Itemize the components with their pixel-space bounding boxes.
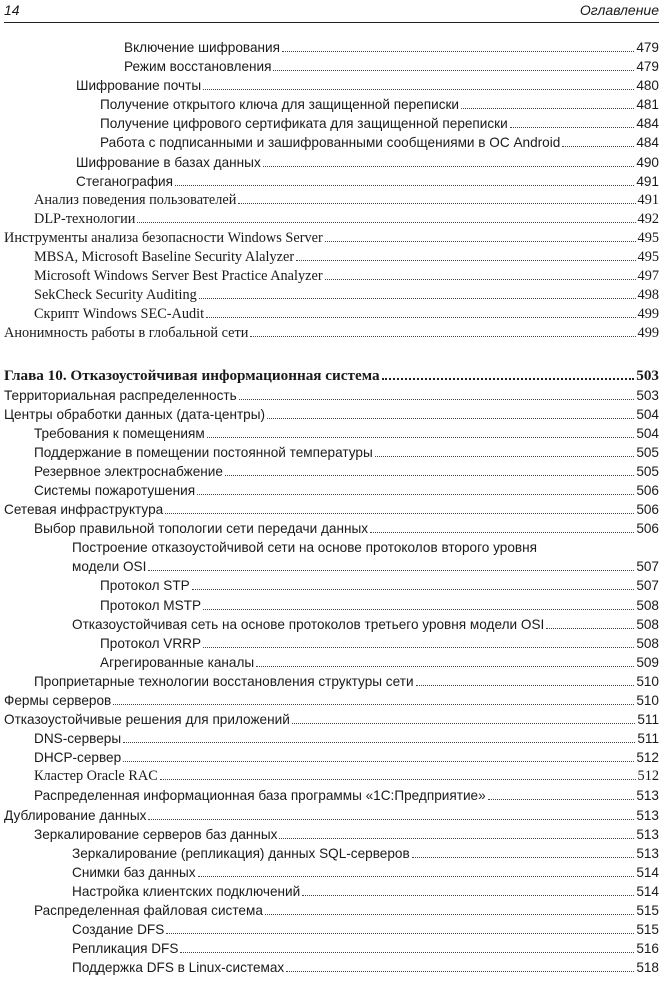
toc-entry[interactable] bbox=[4, 481, 659, 500]
toc-entry-title: Режим восстановления bbox=[124, 59, 272, 75]
toc-entry[interactable] bbox=[4, 114, 659, 133]
toc-dot-leader bbox=[205, 426, 637, 438]
toc-dot-leader bbox=[164, 922, 636, 934]
toc-entry[interactable] bbox=[4, 324, 659, 343]
toc-dot-leader bbox=[284, 960, 636, 972]
toc-entry-title: Фермы серверов bbox=[4, 693, 112, 708]
table-of-contents bbox=[4, 38, 659, 977]
toc-entry[interactable] bbox=[4, 786, 659, 805]
toc-entry-title: Получение цифрового сертификата для защищенной переписки bbox=[100, 116, 508, 132]
toc-entry-title: DNS-серверы bbox=[34, 731, 122, 747]
toc-entry[interactable] bbox=[4, 748, 659, 767]
toc-entry-title: Поддержка DFS в Linux-системах bbox=[72, 960, 285, 976]
toc-entry-page: 512 bbox=[636, 750, 659, 766]
toc-dot-leader bbox=[544, 617, 636, 629]
toc-entry-title: Отказоустойчивые решения для приложений bbox=[4, 712, 290, 728]
toc-dot-leader bbox=[178, 941, 636, 953]
toc-dot-leader bbox=[201, 78, 636, 90]
chapter-gap bbox=[4, 344, 659, 365]
toc-dot-leader bbox=[280, 40, 636, 52]
toc-entry-title: DLP-технологии bbox=[34, 210, 136, 227]
toc-entry-page: 506 bbox=[636, 502, 659, 518]
toc-dot-leader bbox=[223, 464, 636, 476]
toc-entry-page: 481 bbox=[636, 97, 659, 113]
toc-entry-page: 497 bbox=[637, 268, 659, 285]
toc-dot-leader bbox=[414, 674, 637, 686]
toc-group-chapter10-a bbox=[4, 386, 659, 539]
toc-entry-page: 479 bbox=[636, 40, 659, 55]
toc-entry[interactable] bbox=[4, 596, 659, 615]
toc-entry[interactable] bbox=[4, 882, 659, 901]
toc-entry-title: MBSA, Microsoft Baseline Security Alalyzer bbox=[34, 249, 295, 266]
toc-entry-page: 499 bbox=[637, 325, 659, 342]
toc-dot-leader bbox=[236, 192, 637, 204]
toc-dot-leader bbox=[201, 598, 636, 610]
toc-entry-page: 516 bbox=[636, 941, 659, 957]
toc-entry-page: 513 bbox=[636, 788, 659, 804]
toc-dot-leader bbox=[173, 174, 636, 186]
toc-entry-title: Распределенная файловая система bbox=[34, 903, 263, 919]
toc-entry-page: 506 bbox=[636, 521, 659, 537]
toc-entry[interactable] bbox=[4, 806, 659, 825]
toc-entry-page: 514 bbox=[636, 864, 659, 880]
toc-group-chapter9-tail bbox=[4, 38, 659, 344]
toc-entry[interactable] bbox=[4, 286, 659, 305]
toc-entry-title: Выбор правильной топологии сети передачи данных bbox=[34, 521, 369, 537]
toc-entry-title: Территориальная распределенность bbox=[4, 387, 237, 403]
toc-entry[interactable] bbox=[4, 76, 659, 95]
toc-entry-page: 510 bbox=[636, 693, 659, 708]
toc-group-chapter10-b bbox=[4, 576, 659, 977]
toc-entry[interactable] bbox=[4, 305, 659, 324]
toc-entry-title: Репликация DFS bbox=[72, 941, 179, 957]
toc-entry-page: 510 bbox=[636, 673, 659, 689]
toc-entry-page: 515 bbox=[636, 903, 659, 919]
toc-entry[interactable] bbox=[4, 443, 659, 462]
toc-dot-leader bbox=[560, 135, 636, 147]
toc-dot-leader bbox=[197, 287, 638, 299]
toc-entry-page: 508 bbox=[636, 635, 659, 651]
toc-dot-leader bbox=[277, 827, 636, 839]
toc-dot-leader bbox=[323, 268, 638, 280]
toc-entry-page: 503 bbox=[636, 366, 659, 384]
toc-entry[interactable] bbox=[4, 229, 659, 248]
toc-entry[interactable] bbox=[4, 133, 659, 152]
toc-entry[interactable] bbox=[4, 153, 659, 172]
toc-entry[interactable] bbox=[4, 405, 659, 424]
toc-entry[interactable] bbox=[4, 920, 659, 939]
toc-dot-leader bbox=[146, 808, 636, 820]
toc-entry[interactable] bbox=[4, 519, 659, 538]
toc-entry-page: 495 bbox=[637, 229, 659, 246]
toc-entry[interactable] bbox=[4, 615, 659, 634]
toc-entry-title: Зеркалирование серверов баз данных bbox=[34, 826, 278, 842]
toc-entry-page: 513 bbox=[636, 845, 659, 861]
toc-entry[interactable] bbox=[4, 172, 659, 191]
toc-entry-page: 513 bbox=[636, 826, 659, 842]
toc-entry-page: 511 bbox=[637, 712, 659, 728]
toc-entry-title: Проприетарные технологии восстановления структуры сети bbox=[34, 673, 414, 689]
toc-dot-leader bbox=[121, 750, 636, 762]
toc-entry-title: SekCheck Security Auditing bbox=[34, 287, 197, 304]
toc-entry[interactable] bbox=[4, 825, 659, 844]
toc-entry-page: 505 bbox=[636, 444, 659, 460]
toc-entry-title: Распределенная информационная база программы «1С:Предприятие» bbox=[34, 788, 486, 804]
toc-entry-page: 507 bbox=[636, 578, 659, 594]
toc-dot-leader bbox=[263, 903, 636, 915]
toc-dot-leader bbox=[195, 483, 636, 495]
toc-dot-leader bbox=[290, 712, 638, 724]
toc-entry-wrapped-line2[interactable] bbox=[4, 557, 659, 576]
toc-entry-page: 509 bbox=[636, 654, 659, 670]
toc-entry[interactable] bbox=[4, 844, 659, 863]
toc-entry[interactable] bbox=[4, 634, 659, 653]
toc-entry[interactable] bbox=[4, 38, 659, 57]
toc-entry-page: 504 bbox=[636, 406, 659, 422]
toc-entry-page: 484 bbox=[636, 135, 659, 151]
toc-entry-title: Поддержание в помещении постоянной температуры bbox=[34, 444, 373, 460]
running-title: Оглавление bbox=[579, 2, 659, 18]
toc-entry-page: 514 bbox=[636, 883, 659, 899]
toc-entry-title: Протокол VRRP bbox=[100, 635, 202, 651]
toc-dot-leader bbox=[300, 884, 636, 896]
toc-entry-title: Отказоустойчивая сеть на основе протоколов третьего уровня модели OSI bbox=[72, 616, 545, 632]
toc-entry-page: 512 bbox=[637, 768, 659, 785]
toc-dot-leader bbox=[368, 521, 636, 533]
toc-dot-leader bbox=[163, 502, 636, 514]
toc-entry-page: 511 bbox=[637, 731, 659, 747]
toc-dot-leader bbox=[323, 230, 638, 242]
toc-entry-title: Инструменты анализа безопасности Windows Server bbox=[4, 229, 323, 246]
toc-entry-page: 499 bbox=[637, 306, 659, 323]
toc-entry-page: 479 bbox=[636, 59, 659, 75]
toc-entry-title: Резервное электроснабжение bbox=[34, 463, 223, 479]
toc-entry-page: 513 bbox=[636, 807, 659, 823]
toc-entry-page: 491 bbox=[636, 173, 659, 189]
toc-dot-leader bbox=[196, 865, 637, 877]
toc-dot-leader bbox=[190, 578, 637, 590]
toc-dot-leader bbox=[204, 306, 637, 318]
toc-entry-title: Системы пожаротушения bbox=[34, 482, 196, 498]
toc-entry-title: Настройка клиентских подключений bbox=[72, 883, 301, 899]
toc-entry-title: Включение шифрования bbox=[124, 40, 280, 55]
toc-dot-leader bbox=[373, 445, 637, 457]
toc-dot-leader bbox=[237, 388, 637, 400]
toc-entry-title: Протокол STP bbox=[100, 578, 190, 594]
toc-dot-leader bbox=[248, 325, 637, 337]
toc-entry-title: Сетевая инфраструктура bbox=[4, 502, 164, 518]
toc-entry[interactable] bbox=[4, 653, 659, 672]
toc-dot-leader bbox=[410, 846, 637, 858]
toc-entry-page: 508 bbox=[636, 597, 659, 613]
toc-entry-title: Центры обработки данных (дата-центры) bbox=[4, 406, 266, 422]
toc-dot-leader bbox=[146, 559, 636, 571]
toc-entry-page: 504 bbox=[636, 425, 659, 441]
toc-entry-title: Снимки баз данных bbox=[72, 864, 196, 880]
toc-entry-title: Стеганография bbox=[76, 173, 173, 189]
toc-entry-title: Требования к помещениям bbox=[34, 425, 205, 441]
toc-entry-page: 495 bbox=[637, 249, 659, 266]
toc-entry-page: 505 bbox=[636, 463, 659, 479]
toc-dot-leader bbox=[135, 211, 637, 223]
toc-entry-page: 480 bbox=[636, 78, 659, 94]
toc-dot-leader bbox=[380, 368, 637, 380]
toc-entry[interactable] bbox=[4, 863, 659, 882]
toc-entry-title: Microsoft Windows Server Best Practice Analyzer bbox=[34, 268, 323, 285]
toc-dot-leader bbox=[271, 59, 636, 71]
toc-entry-title: Дублирование данных bbox=[4, 807, 147, 823]
toc-entry-title: Шифрование почты bbox=[76, 78, 202, 94]
page-number: 14 bbox=[4, 2, 20, 18]
toc-dot-leader bbox=[158, 768, 638, 780]
toc-entry-wrapped-line1[interactable]: Построение отказоустойчивой сети на основе протоколов второго уровня bbox=[72, 540, 537, 556]
toc-entry-title: Глава 10. Отказоустойчивая информационная система bbox=[4, 366, 380, 384]
toc-dot-leader bbox=[254, 655, 636, 667]
toc-entry[interactable] bbox=[4, 210, 659, 229]
toc-dot-leader bbox=[486, 788, 637, 800]
toc-entry-title: Зеркалирование (репликация) данных SQL-серверов bbox=[72, 845, 410, 861]
toc-entry[interactable] bbox=[4, 729, 659, 748]
toc-dot-leader bbox=[508, 116, 637, 128]
toc-entry[interactable] bbox=[4, 500, 659, 519]
toc-entry[interactable] bbox=[4, 424, 659, 443]
toc-dot-leader bbox=[201, 636, 636, 648]
toc-entry-page: 492 bbox=[637, 210, 659, 227]
toc-dot-leader bbox=[265, 407, 636, 419]
toc-entry-page: 503 bbox=[636, 387, 659, 403]
toc-entry[interactable] bbox=[4, 767, 659, 786]
toc-entry[interactable] bbox=[4, 386, 659, 405]
toc-entry-title: Анализ поведения пользователей bbox=[34, 191, 237, 208]
toc-entry-title: Скрипт Windows SEC-Audit bbox=[34, 306, 205, 323]
toc-entry[interactable] bbox=[4, 462, 659, 481]
toc-entry[interactable] bbox=[4, 57, 659, 76]
toc-entry-page: 515 bbox=[636, 922, 659, 938]
toc-chapter-heading[interactable] bbox=[4, 365, 659, 386]
toc-entry-page: 491 bbox=[637, 191, 659, 208]
toc-entry[interactable] bbox=[4, 958, 659, 977]
toc-entry[interactable] bbox=[4, 248, 659, 267]
toc-entry-title: Создание DFS bbox=[72, 922, 165, 938]
toc-dot-leader bbox=[111, 693, 636, 705]
toc-entry-title: DHCP-сервер bbox=[34, 750, 122, 766]
toc-entry[interactable] bbox=[4, 95, 659, 114]
toc-entry-title: модели OSI bbox=[72, 559, 147, 575]
toc-dot-leader bbox=[261, 155, 637, 167]
toc-entry[interactable] bbox=[4, 901, 659, 920]
toc-entry-page: 507 bbox=[636, 559, 659, 575]
toc-dot-leader bbox=[459, 97, 636, 109]
toc-entry[interactable] bbox=[4, 939, 659, 958]
toc-entry-title: Шифрование в базах данных bbox=[76, 154, 261, 170]
toc-entry-title: Получение открытого ключа для защищенной переписки bbox=[100, 97, 460, 113]
toc-entry[interactable] bbox=[4, 691, 659, 710]
toc-entry[interactable] bbox=[4, 267, 659, 286]
toc-entry-title: Работа с подписанными и зашифрованными сообщениями в ОС Android bbox=[100, 135, 561, 151]
toc-entry-title: Протокол MSTP bbox=[100, 597, 202, 613]
toc-entry-page: 490 bbox=[636, 154, 659, 170]
toc-entry-page: 508 bbox=[636, 616, 659, 632]
toc-entry-title: Анонимность работы в глобальной сети bbox=[4, 325, 249, 342]
toc-entry-title: Агрегированные каналы bbox=[100, 654, 255, 670]
toc-entry-page: 518 bbox=[636, 960, 659, 976]
toc-entry[interactable] bbox=[4, 576, 659, 595]
toc-entry[interactable] bbox=[4, 710, 659, 729]
toc-entry[interactable] bbox=[4, 672, 659, 691]
toc-dot-leader bbox=[121, 731, 637, 743]
toc-entry-page: 506 bbox=[636, 482, 659, 498]
toc-dot-leader bbox=[294, 249, 637, 261]
toc-entry[interactable] bbox=[4, 191, 659, 210]
page-header bbox=[4, 0, 659, 23]
toc-entry-title: Кластер Oracle RAC bbox=[34, 768, 158, 785]
toc-entry-page: 498 bbox=[637, 287, 659, 304]
toc-entry-page: 484 bbox=[636, 116, 659, 132]
